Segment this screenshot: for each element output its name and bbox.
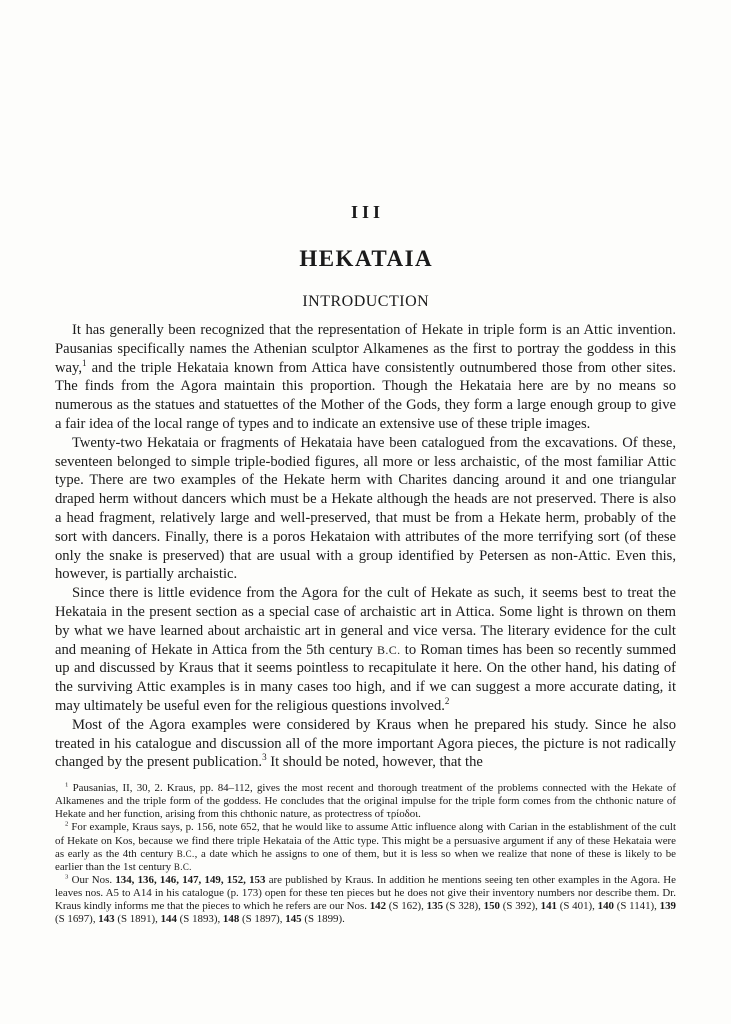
text-run: and the triple Hekataia known from Attica have consistently outnumbered those from other sites. The finds from the Agora maintain this proportion. Though the Hekataia here are by no means so numerous as the statues and statuettes of the Mother of the Gods, they form a large enough group to give a fair idea of the local range of types and to indicate an extensive use of these triple images. bbox=[55, 359, 676, 432]
catalogue-number: 143 bbox=[98, 913, 115, 926]
catalogue-number: 144 bbox=[160, 913, 177, 926]
text-run: , a date which he assigns to one of them, but it is less so when we realize that none of these is likely to be earlier than the 1st century bbox=[55, 847, 676, 873]
paragraph bbox=[55, 434, 676, 584]
text-run: (S 392), bbox=[500, 899, 541, 912]
text-run: (S 1893), bbox=[176, 913, 223, 926]
footnote bbox=[55, 874, 676, 926]
catalogue-number: 139 bbox=[659, 899, 676, 912]
catalogue-number: 134, 136, 146, 147, 149, 152, 153 bbox=[115, 873, 266, 886]
body-text bbox=[55, 321, 676, 772]
paragraph bbox=[55, 584, 676, 716]
text-run: (S 401), bbox=[556, 899, 598, 912]
text-run: (S 1891), bbox=[114, 913, 161, 926]
text-run: (S 328), bbox=[443, 899, 484, 912]
text-run: Twenty-two Hekataia or fragments of Hekataia have been catalogued from the excavations. Of these, seventeen belonged to simple triple-bodied figures, all more or less archaistic, of the most familiar Attic type. There are two examples of the Hekate herm with Charites dancing around it and one triangular draped herm without dancers which must be a Hekate although the heads are not preserved. There is also a head fragment, relatively large and well-preserved, that must be from a Hekate herm, probably of the sort with dancers. Finally, there is a poros Hekataion with attributes of the more terrifying sort (of these only the snake is preserved) that are usual with a group identified by Petersen as non-Attic. Even this, however, is partially archaistic. bbox=[55, 434, 676, 583]
catalogue-number: 141 bbox=[540, 899, 557, 912]
text-run: Pausanias, II, 30, 2. Kraus, pp. 84–112, gives the most recent and thorough treatment of the problems connected with the Hekate of Alkamenes and the triple form of the goddess. He concludes that the original impulse for the triple form comes from the chthonic nature of Hekate and her function, arising from this chthonic nature, as protectress of τρίοδοι. bbox=[55, 782, 676, 821]
footnote bbox=[55, 782, 676, 821]
text-run: For example, Kraus says, p. 156, note 652, that he would like to assume Attic influence along with Carian in the establishment of the cult of Hekate on Kos, because we find there triple Hekataia of the Attic type. This might be a persuasive argument if any of these Hekataia were as early as the 4th century bbox=[55, 821, 676, 860]
text-run: Since there is little evidence from the Agora for the cult of Hekate as such, it seems best to treat the Hekataia in the present section as a special case of archaistic art in Attica. Some light is thrown on them by what we have learned about archaistic art in general and vice versa. The literary evidence for the cult and meaning of Hekate in Attica from the 5th century bbox=[55, 585, 676, 658]
catalogue-number: 140 bbox=[597, 899, 614, 912]
text-run: It should be noted, however, that the bbox=[266, 754, 483, 771]
footnote-marker: 1 bbox=[82, 357, 87, 368]
paragraph bbox=[55, 716, 676, 772]
text-block bbox=[55, 0, 676, 926]
chapter-number: III bbox=[350, 202, 384, 222]
text-run: to Roman times has been so recently summed up and discussed by Kraus that it seems pointless to recapitulate it here. On the other hand, his dating of the surviving Attic examples is in many cases too high, and if we can suggest a more accurate dating, it may ultimately be useful even for the religious questions involved. bbox=[55, 641, 676, 714]
text-run: (S 162), bbox=[386, 899, 427, 912]
small-caps-text: B.C. bbox=[173, 861, 192, 872]
footnote-marker: 3 bbox=[262, 752, 267, 763]
footnote-marker: 1 bbox=[65, 781, 69, 789]
footnote-marker: 3 bbox=[65, 873, 69, 881]
footnotes bbox=[55, 782, 676, 926]
page-title: HEKATAIA bbox=[299, 246, 434, 271]
text-run: are published by Kraus. In addition he mentions seeing ten other examples in the Agora. He leaves nos. A5 to A14 in his catalogue (p. 173) open for these ten pieces but he does not give their inventory numbers nor describe them. Dr. Kraus kindly informs me that the pieces to which he refers are our Nos. bbox=[55, 873, 676, 912]
catalogue-number: 135 bbox=[426, 899, 444, 912]
catalogue-number: 145 bbox=[285, 913, 302, 926]
section-heading: INTRODUCTION bbox=[302, 293, 430, 310]
text-run: It has generally been recognized that the representation of Hekate in triple form is an Attic invention. Pausanias specifically names the Athenian sculptor Alkamenes as the first to portray the goddess in this way, bbox=[55, 322, 676, 376]
small-caps-text: B.C. bbox=[176, 848, 195, 859]
footnote bbox=[55, 821, 676, 873]
catalogue-number: 142 bbox=[369, 899, 387, 912]
paragraph bbox=[55, 321, 676, 434]
footnote-marker: 2 bbox=[444, 696, 450, 707]
footnote-marker: 2 bbox=[65, 820, 69, 828]
small-caps-text: B.C. bbox=[376, 642, 401, 657]
text-run: (S 1697), bbox=[55, 913, 99, 926]
text-run: Our Nos. bbox=[68, 873, 116, 886]
text-run: (S 1141), bbox=[613, 899, 660, 912]
catalogue-number: 148 bbox=[222, 913, 240, 926]
text-run: Most of the Agora examples were considered by Kraus when he prepared his study. Since he also treated in his catalogue and discussion all of the more important Agora pieces, the picture is not radically changed by the present publication. bbox=[55, 716, 676, 771]
text-run: (S 1899). bbox=[301, 913, 345, 926]
catalogue-number: 150 bbox=[483, 899, 500, 912]
text-run: (S 1897), bbox=[239, 913, 286, 926]
